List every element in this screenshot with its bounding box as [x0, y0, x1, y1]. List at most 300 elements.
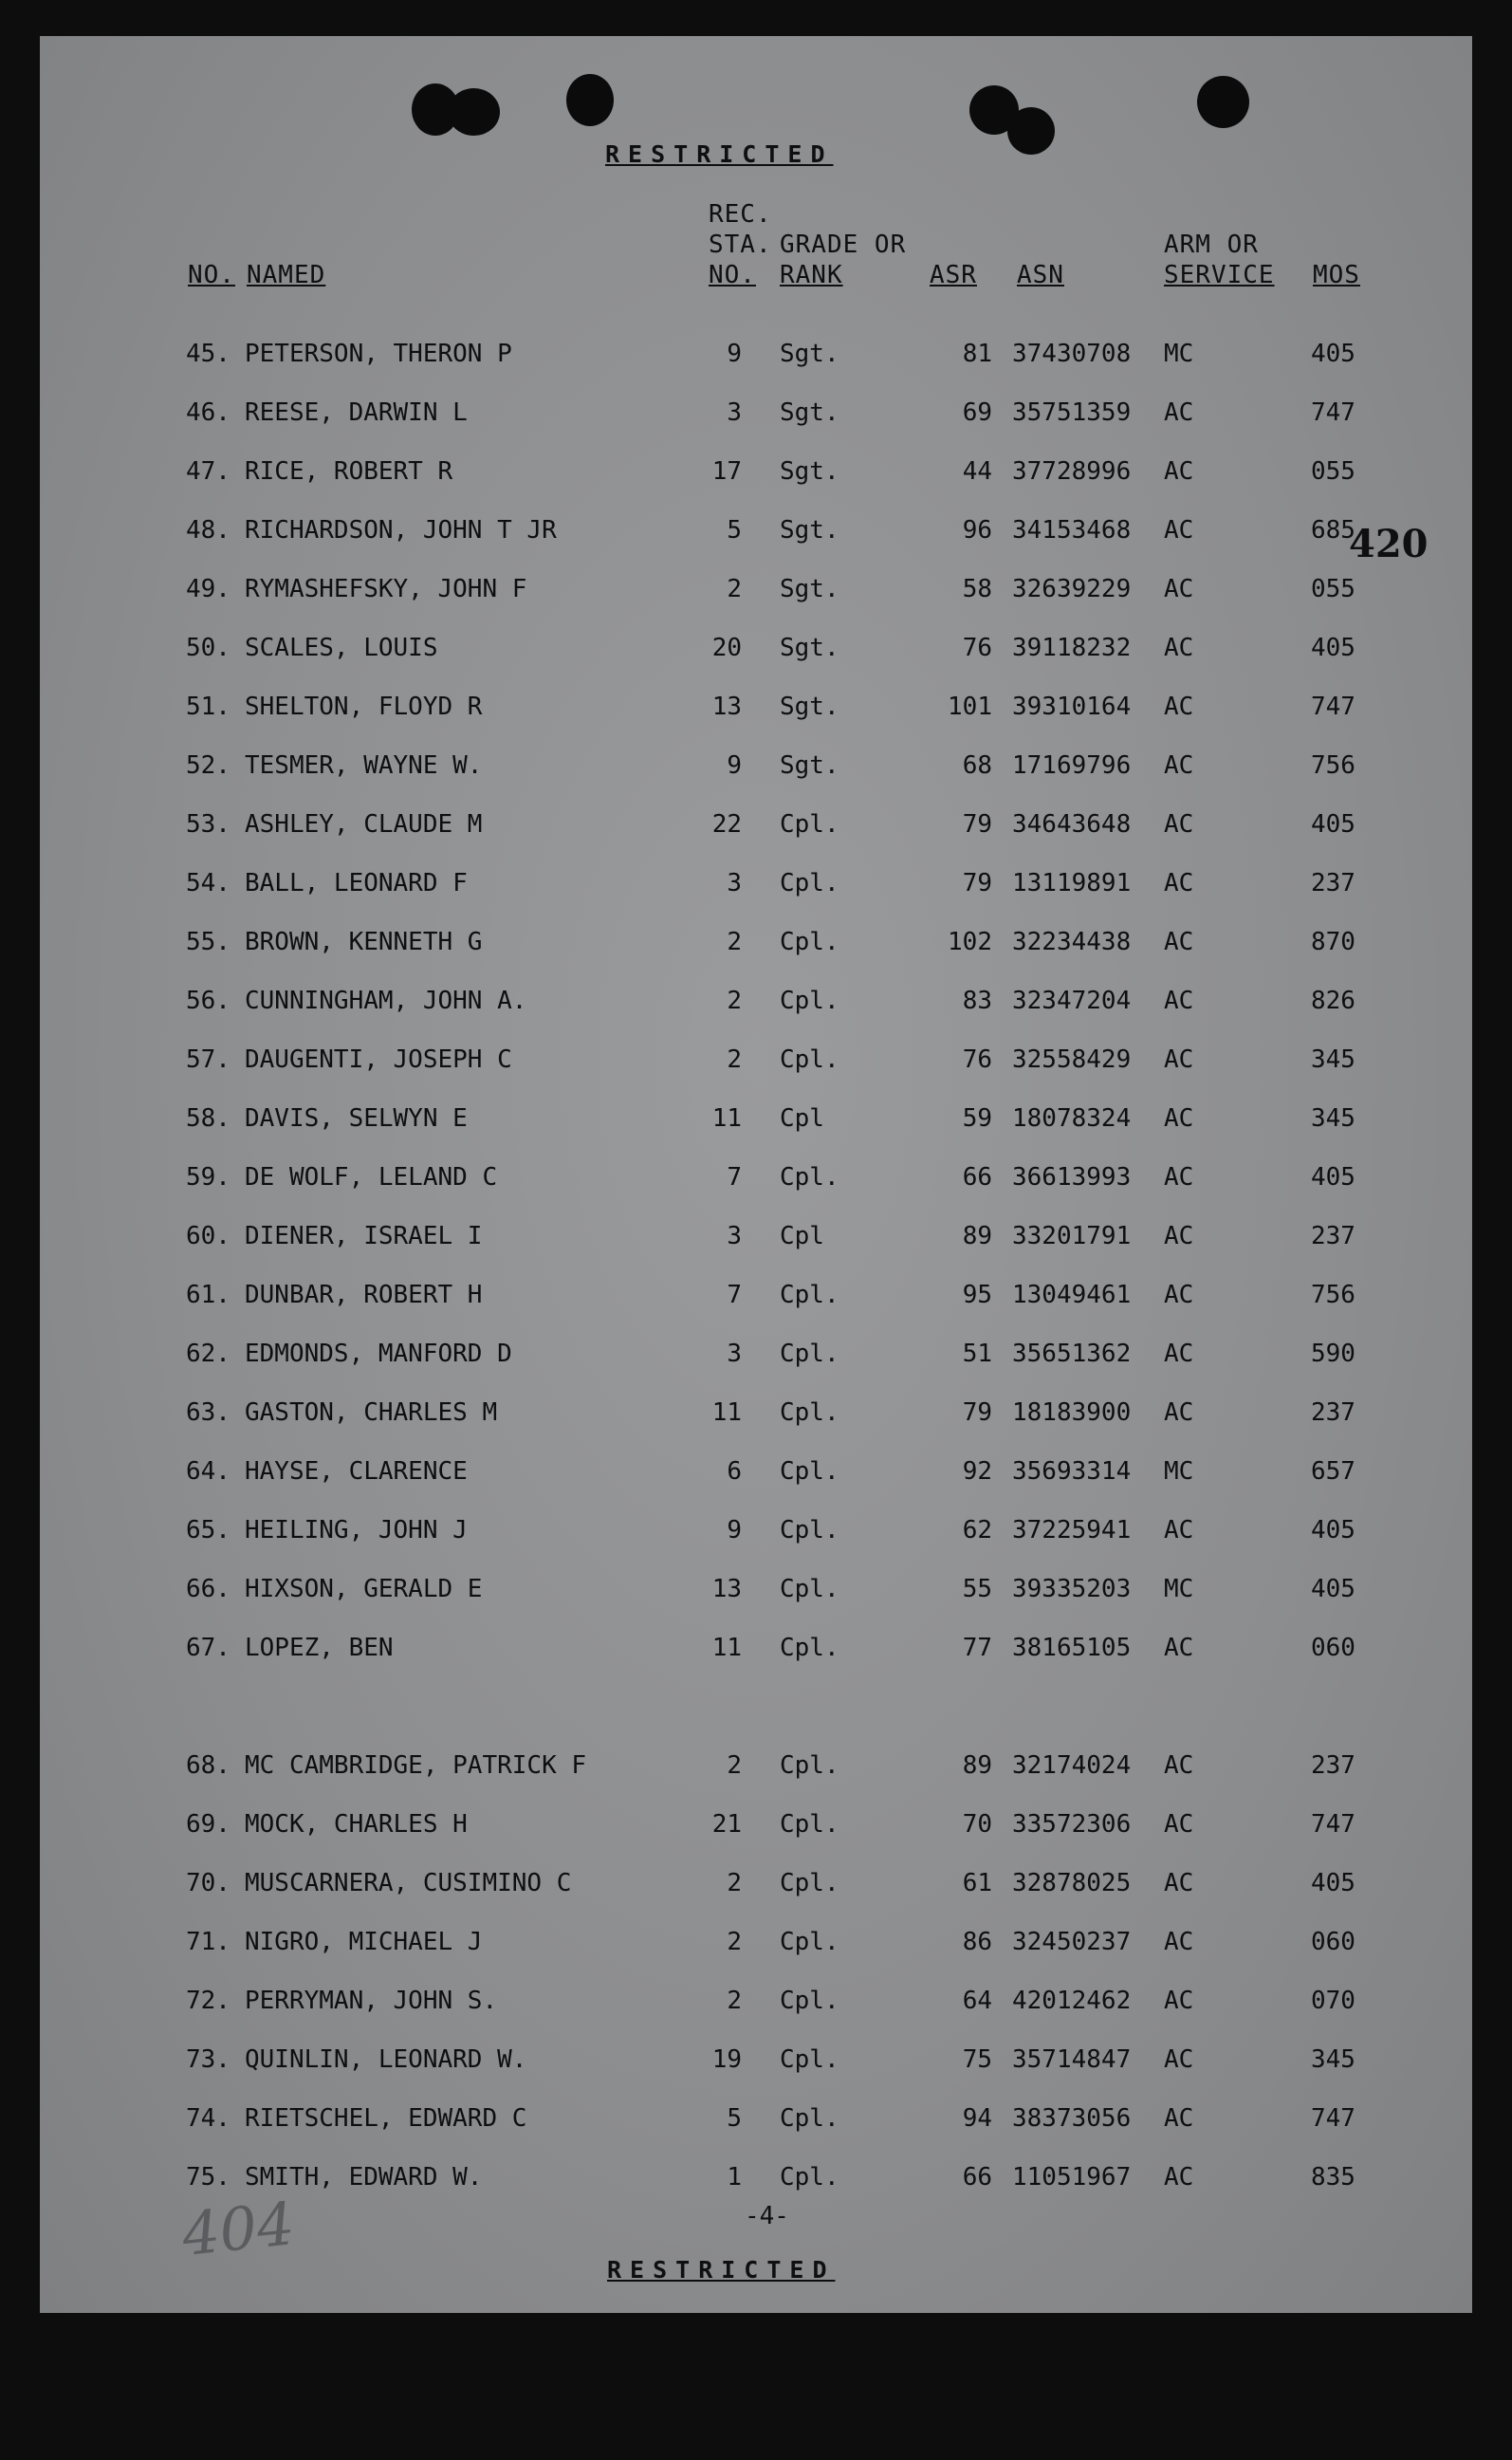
cell-no: 56.: [186, 987, 230, 1015]
cell-no: 70.: [186, 1869, 230, 1897]
cell-mos: 055: [1311, 575, 1355, 603]
table-row: [40, 688, 1472, 726]
cell-name: GASTON, CHARLES M: [245, 1398, 498, 1427]
table-row: [40, 1805, 1472, 1843]
cell-arm: AC: [1164, 1398, 1194, 1427]
cell-arm: AC: [1164, 1340, 1194, 1368]
cell-sta: 6: [727, 1457, 742, 1486]
cell-name: DE WOLF, LELAND C: [245, 1163, 498, 1192]
cell-arm: AC: [1164, 1928, 1194, 1956]
cell-mos: 237: [1311, 869, 1355, 897]
cell-name: RIETSCHEL, EDWARD C: [245, 2104, 527, 2133]
cell-asn: 32174024: [1012, 1751, 1132, 1780]
cell-name: HIXSON, GERALD E: [245, 1575, 483, 1603]
cell-grade: Cpl.: [780, 1634, 839, 1662]
cell-asr: 76: [962, 634, 992, 662]
cell-grade: Cpl.: [780, 2104, 839, 2133]
cell-mos: 345: [1311, 1104, 1355, 1133]
cell-name: BALL, LEONARD F: [245, 869, 468, 897]
table-row: [40, 511, 1472, 549]
cell-mos: 055: [1311, 457, 1355, 486]
cell-grade: Cpl: [780, 1222, 824, 1250]
cell-sta: 3: [727, 1340, 742, 1368]
cell-mos: 070: [1311, 1987, 1355, 2015]
cell-grade: Cpl.: [780, 2163, 839, 2192]
col-header-no: NO.: [188, 261, 235, 289]
col-header-named: NAMED: [247, 261, 326, 289]
cell-asr: 89: [962, 1751, 992, 1780]
cell-no: 67.: [186, 1634, 230, 1662]
cell-grade: Cpl.: [780, 1045, 839, 1074]
table-row: [40, 1570, 1472, 1608]
table-row: [40, 1982, 1472, 2020]
cell-no: 59.: [186, 1163, 230, 1192]
cell-grade: Cpl.: [780, 1575, 839, 1603]
cell-asr: 92: [962, 1457, 992, 1486]
table-row: [40, 1041, 1472, 1079]
cell-mos: 835: [1311, 2163, 1355, 2192]
cell-no: 52.: [186, 751, 230, 780]
cell-name: RICE, ROBERT R: [245, 457, 453, 486]
table-row: [40, 1864, 1472, 1902]
col-header-grade-line2: RANK: [780, 261, 843, 289]
cell-mos: 685: [1311, 516, 1355, 545]
cell-name: SHELTON, FLOYD R: [245, 693, 483, 721]
cell-sta: 3: [727, 869, 742, 897]
cell-arm: AC: [1164, 1751, 1194, 1780]
cell-asr: 55: [962, 1575, 992, 1603]
cell-name: PETERSON, THERON P: [245, 340, 512, 368]
cell-mos: 405: [1311, 634, 1355, 662]
cell-name: EDMONDS, MANFORD D: [245, 1340, 512, 1368]
cell-mos: 657: [1311, 1457, 1355, 1486]
cell-grade: Cpl.: [780, 1398, 839, 1427]
cell-no: 50.: [186, 634, 230, 662]
cell-no: 48.: [186, 516, 230, 545]
cell-arm: AC: [1164, 810, 1194, 839]
cell-grade: Cpl.: [780, 1987, 839, 2015]
cell-grade: Cpl.: [780, 1751, 839, 1780]
cell-grade: Cpl.: [780, 1457, 839, 1486]
cell-sta: 13: [711, 1575, 742, 1603]
cell-arm: AC: [1164, 1869, 1194, 1897]
table-row: [40, 394, 1472, 432]
cell-asr: 70: [962, 1810, 992, 1839]
cell-asr: 95: [962, 1281, 992, 1309]
table-row: [40, 2158, 1472, 2196]
cell-asr: 79: [962, 1398, 992, 1427]
cell-asr: 101: [948, 693, 992, 721]
cell-no: 71.: [186, 1928, 230, 1956]
cell-mos: 405: [1311, 340, 1355, 368]
cell-asr: 86: [962, 1928, 992, 1956]
cell-asn: 32558429: [1012, 1045, 1132, 1074]
header-restricted: RESTRICTED: [605, 140, 834, 168]
page-stamp-number: 420: [1349, 522, 1429, 566]
cell-grade: Sgt.: [780, 457, 839, 486]
cell-asr: 64: [962, 1987, 992, 2015]
cell-asn: 34153468: [1012, 516, 1132, 545]
table-row: [40, 2099, 1472, 2137]
cell-grade: Cpl.: [780, 1163, 839, 1192]
cell-arm: AC: [1164, 2163, 1194, 2192]
table-row: [40, 1335, 1472, 1373]
cell-name: QUINLIN, LEONARD W.: [245, 2045, 527, 2074]
cell-name: ASHLEY, CLAUDE M: [245, 810, 483, 839]
table-row: [40, 1394, 1472, 1432]
table-row: [40, 1100, 1472, 1138]
cell-asn: 38165105: [1012, 1634, 1132, 1662]
cell-arm: AC: [1164, 987, 1194, 1015]
cell-no: 46.: [186, 398, 230, 427]
cell-sta: 5: [727, 2104, 742, 2133]
cell-no: 75.: [186, 2163, 230, 2192]
col-header-rec-line1: REC.: [709, 200, 772, 229]
cell-asr: 44: [962, 457, 992, 486]
cell-name: RYMASHEFSKY, JOHN F: [245, 575, 527, 603]
table-row: [40, 335, 1472, 373]
cell-arm: AC: [1164, 1987, 1194, 2015]
cell-no: 66.: [186, 1575, 230, 1603]
cell-no: 49.: [186, 575, 230, 603]
cell-sta: 3: [727, 1222, 742, 1250]
cell-sta: 7: [727, 1281, 742, 1309]
punch-hole: [566, 74, 614, 126]
cell-grade: Cpl.: [780, 1869, 839, 1897]
cell-mos: 405: [1311, 810, 1355, 839]
cell-asr: 75: [962, 2045, 992, 2074]
cell-name: RICHARDSON, JOHN T JR: [245, 516, 557, 545]
table-row: [40, 805, 1472, 843]
cell-asn: 18183900: [1012, 1398, 1132, 1427]
table-row: [40, 1452, 1472, 1490]
cell-mos: 237: [1311, 1398, 1355, 1427]
cell-asn: 33201791: [1012, 1222, 1132, 1250]
cell-sta: 9: [727, 751, 742, 780]
cell-no: 69.: [186, 1810, 230, 1839]
cell-no: 61.: [186, 1281, 230, 1309]
cell-no: 55.: [186, 928, 230, 956]
cell-asn: 32639229: [1012, 575, 1132, 603]
cell-name: REESE, DARWIN L: [245, 398, 468, 427]
cell-arm: AC: [1164, 2045, 1194, 2074]
cell-grade: Cpl.: [780, 1810, 839, 1839]
cell-asr: 61: [962, 1869, 992, 1897]
cell-grade: Sgt.: [780, 340, 839, 368]
cell-asr: 51: [962, 1340, 992, 1368]
cell-grade: Sgt.: [780, 634, 839, 662]
cell-asr: 96: [962, 516, 992, 545]
col-header-arm: [1164, 230, 1275, 290]
table-row: [40, 982, 1472, 1020]
cell-mos: 345: [1311, 2045, 1355, 2074]
cell-arm: AC: [1164, 1104, 1194, 1133]
cell-asr: 77: [962, 1634, 992, 1662]
page-number: -4-: [745, 2202, 789, 2230]
cell-sta: 21: [711, 1810, 742, 1839]
cell-arm: AC: [1164, 398, 1194, 427]
cell-grade: Cpl.: [780, 869, 839, 897]
table-row: [40, 1158, 1472, 1196]
col-header-asn: ASN: [1017, 261, 1064, 289]
cell-grade: Cpl: [780, 1104, 824, 1133]
cell-asn: 37430708: [1012, 340, 1132, 368]
cell-sta: 9: [727, 1516, 742, 1544]
col-header-grade: [780, 230, 906, 290]
cell-sta: 2: [727, 1869, 742, 1897]
cell-arm: MC: [1164, 1457, 1194, 1486]
cell-mos: 747: [1311, 693, 1355, 721]
cell-asn: 35651362: [1012, 1340, 1132, 1368]
cell-grade: Sgt.: [780, 398, 839, 427]
cell-asn: 18078324: [1012, 1104, 1132, 1133]
cell-asn: 35714847: [1012, 2045, 1132, 2074]
cell-arm: AC: [1164, 634, 1194, 662]
cell-name: LOPEZ, BEN: [245, 1634, 394, 1662]
cell-no: 74.: [186, 2104, 230, 2133]
cell-name: SCALES, LOUIS: [245, 634, 438, 662]
cell-name: HAYSE, CLARENCE: [245, 1457, 468, 1486]
cell-sta: 20: [711, 634, 742, 662]
cell-no: 47.: [186, 457, 230, 486]
cell-no: 60.: [186, 1222, 230, 1250]
cell-asn: 13049461: [1012, 1281, 1132, 1309]
cell-asr: 76: [962, 1045, 992, 1074]
cell-sta: 11: [711, 1104, 742, 1133]
cell-arm: AC: [1164, 1281, 1194, 1309]
cell-asr: 59: [962, 1104, 992, 1133]
cell-asn: 38373056: [1012, 2104, 1132, 2133]
cell-mos: 237: [1311, 1222, 1355, 1250]
table-row: [40, 1747, 1472, 1785]
cell-arm: AC: [1164, 1634, 1194, 1662]
cell-name: CUNNINGHAM, JOHN A.: [245, 987, 527, 1015]
cell-arm: AC: [1164, 457, 1194, 486]
table-row: [40, 864, 1472, 902]
cell-no: 45.: [186, 340, 230, 368]
cell-grade: Cpl.: [780, 1516, 839, 1544]
cell-sta: 13: [711, 693, 742, 721]
cell-name: MUSCARNERA, CUSIMINO C: [245, 1869, 572, 1897]
cell-asr: 62: [962, 1516, 992, 1544]
cell-sta: 2: [727, 928, 742, 956]
cell-mos: 405: [1311, 1163, 1355, 1192]
cell-asn: 39118232: [1012, 634, 1132, 662]
cell-sta: 2: [727, 1987, 742, 2015]
punch-hole: [1197, 76, 1249, 128]
cell-grade: Cpl.: [780, 1281, 839, 1309]
cell-mos: 756: [1311, 751, 1355, 780]
cell-asn: 32347204: [1012, 987, 1132, 1015]
cell-asr: 58: [962, 575, 992, 603]
cell-sta: 7: [727, 1163, 742, 1192]
cell-arm: AC: [1164, 869, 1194, 897]
cell-no: 53.: [186, 810, 230, 839]
cell-sta: 1: [727, 2163, 742, 2192]
table-row: [40, 629, 1472, 667]
cell-asn: 32878025: [1012, 1869, 1132, 1897]
cell-arm: MC: [1164, 340, 1194, 368]
col-header-rec-line3: NO.: [709, 261, 756, 289]
cell-asn: 39335203: [1012, 1575, 1132, 1603]
cell-mos: 747: [1311, 1810, 1355, 1839]
cell-asr: 66: [962, 1163, 992, 1192]
cell-grade: Cpl.: [780, 1340, 839, 1368]
handwritten-note: 404: [178, 2189, 298, 2269]
cell-arm: AC: [1164, 751, 1194, 780]
cell-asn: 37225941: [1012, 1516, 1132, 1544]
cell-name: DAUGENTI, JOSEPH C: [245, 1045, 512, 1074]
cell-grade: Sgt.: [780, 751, 839, 780]
cell-asn: 32234438: [1012, 928, 1132, 956]
cell-arm: AC: [1164, 516, 1194, 545]
cell-no: 65.: [186, 1516, 230, 1544]
cell-no: 64.: [186, 1457, 230, 1486]
cell-asn: 35693314: [1012, 1457, 1132, 1486]
cell-name: DUNBAR, ROBERT H: [245, 1281, 483, 1309]
cell-asr: 69: [962, 398, 992, 427]
cell-arm: AC: [1164, 1045, 1194, 1074]
cell-grade: Cpl.: [780, 987, 839, 1015]
cell-grade: Cpl.: [780, 2045, 839, 2074]
cell-grade: Cpl.: [780, 1928, 839, 1956]
cell-asr: 68: [962, 751, 992, 780]
cell-name: NIGRO, MICHAEL J: [245, 1928, 483, 1956]
cell-asn: 39310164: [1012, 693, 1132, 721]
cell-asr: 89: [962, 1222, 992, 1250]
cell-asn: 33572306: [1012, 1810, 1132, 1839]
cell-grade: Cpl.: [780, 810, 839, 839]
cell-asn: 37728996: [1012, 457, 1132, 486]
footer-restricted: RESTRICTED: [607, 2256, 836, 2284]
table-row: [40, 570, 1472, 608]
cell-asn: 34643648: [1012, 810, 1132, 839]
table-row: [40, 1276, 1472, 1314]
col-header-grade-line1: GRADE OR: [780, 231, 907, 259]
cell-mos: 405: [1311, 1869, 1355, 1897]
cell-mos: 345: [1311, 1045, 1355, 1074]
cell-asr: 81: [962, 340, 992, 368]
cell-mos: 756: [1311, 1281, 1355, 1309]
cell-sta: 2: [727, 575, 742, 603]
cell-mos: 060: [1311, 1634, 1355, 1662]
cell-asn: 42012462: [1012, 1987, 1132, 2015]
table-row: [40, 2041, 1472, 2079]
col-header-rec-line2: STA.: [709, 231, 772, 259]
cell-mos: 060: [1311, 1928, 1355, 1956]
cell-no: 62.: [186, 1340, 230, 1368]
cell-no: 51.: [186, 693, 230, 721]
cell-grade: Sgt.: [780, 693, 839, 721]
cell-name: BROWN, KENNETH G: [245, 928, 483, 956]
punch-hole: [448, 88, 500, 136]
table-row: [40, 747, 1472, 785]
cell-sta: 2: [727, 1928, 742, 1956]
cell-name: PERRYMAN, JOHN S.: [245, 1987, 498, 2015]
cell-asr: 102: [948, 928, 992, 956]
cell-sta: 2: [727, 1045, 742, 1074]
cell-asn: 35751359: [1012, 398, 1132, 427]
cell-mos: 826: [1311, 987, 1355, 1015]
cell-arm: AC: [1164, 2104, 1194, 2133]
col-header-asr: ASR: [930, 261, 977, 289]
cell-no: 68.: [186, 1751, 230, 1780]
col-header-mos: MOS: [1313, 261, 1360, 289]
col-header-arm-line1: ARM OR: [1164, 231, 1259, 259]
cell-mos: 870: [1311, 928, 1355, 956]
cell-mos: 747: [1311, 2104, 1355, 2133]
cell-no: 57.: [186, 1045, 230, 1074]
cell-arm: AC: [1164, 1516, 1194, 1544]
cell-arm: AC: [1164, 575, 1194, 603]
cell-name: TESMER, WAYNE W.: [245, 751, 483, 780]
cell-name: SMITH, EDWARD W.: [245, 2163, 483, 2192]
cell-no: 58.: [186, 1104, 230, 1133]
cell-asn: 17169796: [1012, 751, 1132, 780]
cell-name: DAVIS, SELWYN E: [245, 1104, 468, 1133]
cell-no: 72.: [186, 1987, 230, 2015]
table-row: [40, 1217, 1472, 1255]
cell-name: DIENER, ISRAEL I: [245, 1222, 483, 1250]
cell-sta: 22: [711, 810, 742, 839]
table-row: [40, 923, 1472, 961]
cell-sta: 3: [727, 398, 742, 427]
cell-asr: 66: [962, 2163, 992, 2192]
cell-grade: Cpl.: [780, 928, 839, 956]
cell-arm: AC: [1164, 1810, 1194, 1839]
cell-arm: AC: [1164, 1163, 1194, 1192]
cell-name: HEILING, JOHN J: [245, 1516, 468, 1544]
cell-arm: AC: [1164, 1222, 1194, 1250]
cell-grade: Sgt.: [780, 516, 839, 545]
cell-mos: 405: [1311, 1575, 1355, 1603]
cell-sta: 9: [727, 340, 742, 368]
punch-hole: [1007, 107, 1055, 155]
cell-no: 54.: [186, 869, 230, 897]
cell-sta: 5: [727, 516, 742, 545]
table-row: [40, 1629, 1472, 1667]
cell-mos: 405: [1311, 1516, 1355, 1544]
cell-asr: 83: [962, 987, 992, 1015]
cell-name: MOCK, CHARLES H: [245, 1810, 468, 1839]
cell-arm: AC: [1164, 693, 1194, 721]
cell-mos: 237: [1311, 1751, 1355, 1780]
cell-mos: 590: [1311, 1340, 1355, 1368]
col-header-rec: [709, 199, 772, 290]
cell-asn: 13119891: [1012, 869, 1132, 897]
cell-asn: 36613993: [1012, 1163, 1132, 1192]
cell-asr: 79: [962, 869, 992, 897]
cell-arm: AC: [1164, 928, 1194, 956]
cell-name: MC CAMBRIDGE, PATRICK F: [245, 1751, 587, 1780]
cell-asr: 79: [962, 810, 992, 839]
cell-sta: 2: [727, 987, 742, 1015]
cell-mos: 747: [1311, 398, 1355, 427]
cell-asn: 11051967: [1012, 2163, 1132, 2192]
cell-sta: 11: [711, 1634, 742, 1662]
cell-asr: 94: [962, 2104, 992, 2133]
cell-grade: Sgt.: [780, 575, 839, 603]
cell-sta: 2: [727, 1751, 742, 1780]
cell-no: 63.: [186, 1398, 230, 1427]
table-row: [40, 1511, 1472, 1549]
cell-sta: 17: [711, 457, 742, 486]
cell-arm: MC: [1164, 1575, 1194, 1603]
cell-sta: 11: [711, 1398, 742, 1427]
cell-asn: 32450237: [1012, 1928, 1132, 1956]
cell-no: 73.: [186, 2045, 230, 2074]
table-row: [40, 1923, 1472, 1961]
